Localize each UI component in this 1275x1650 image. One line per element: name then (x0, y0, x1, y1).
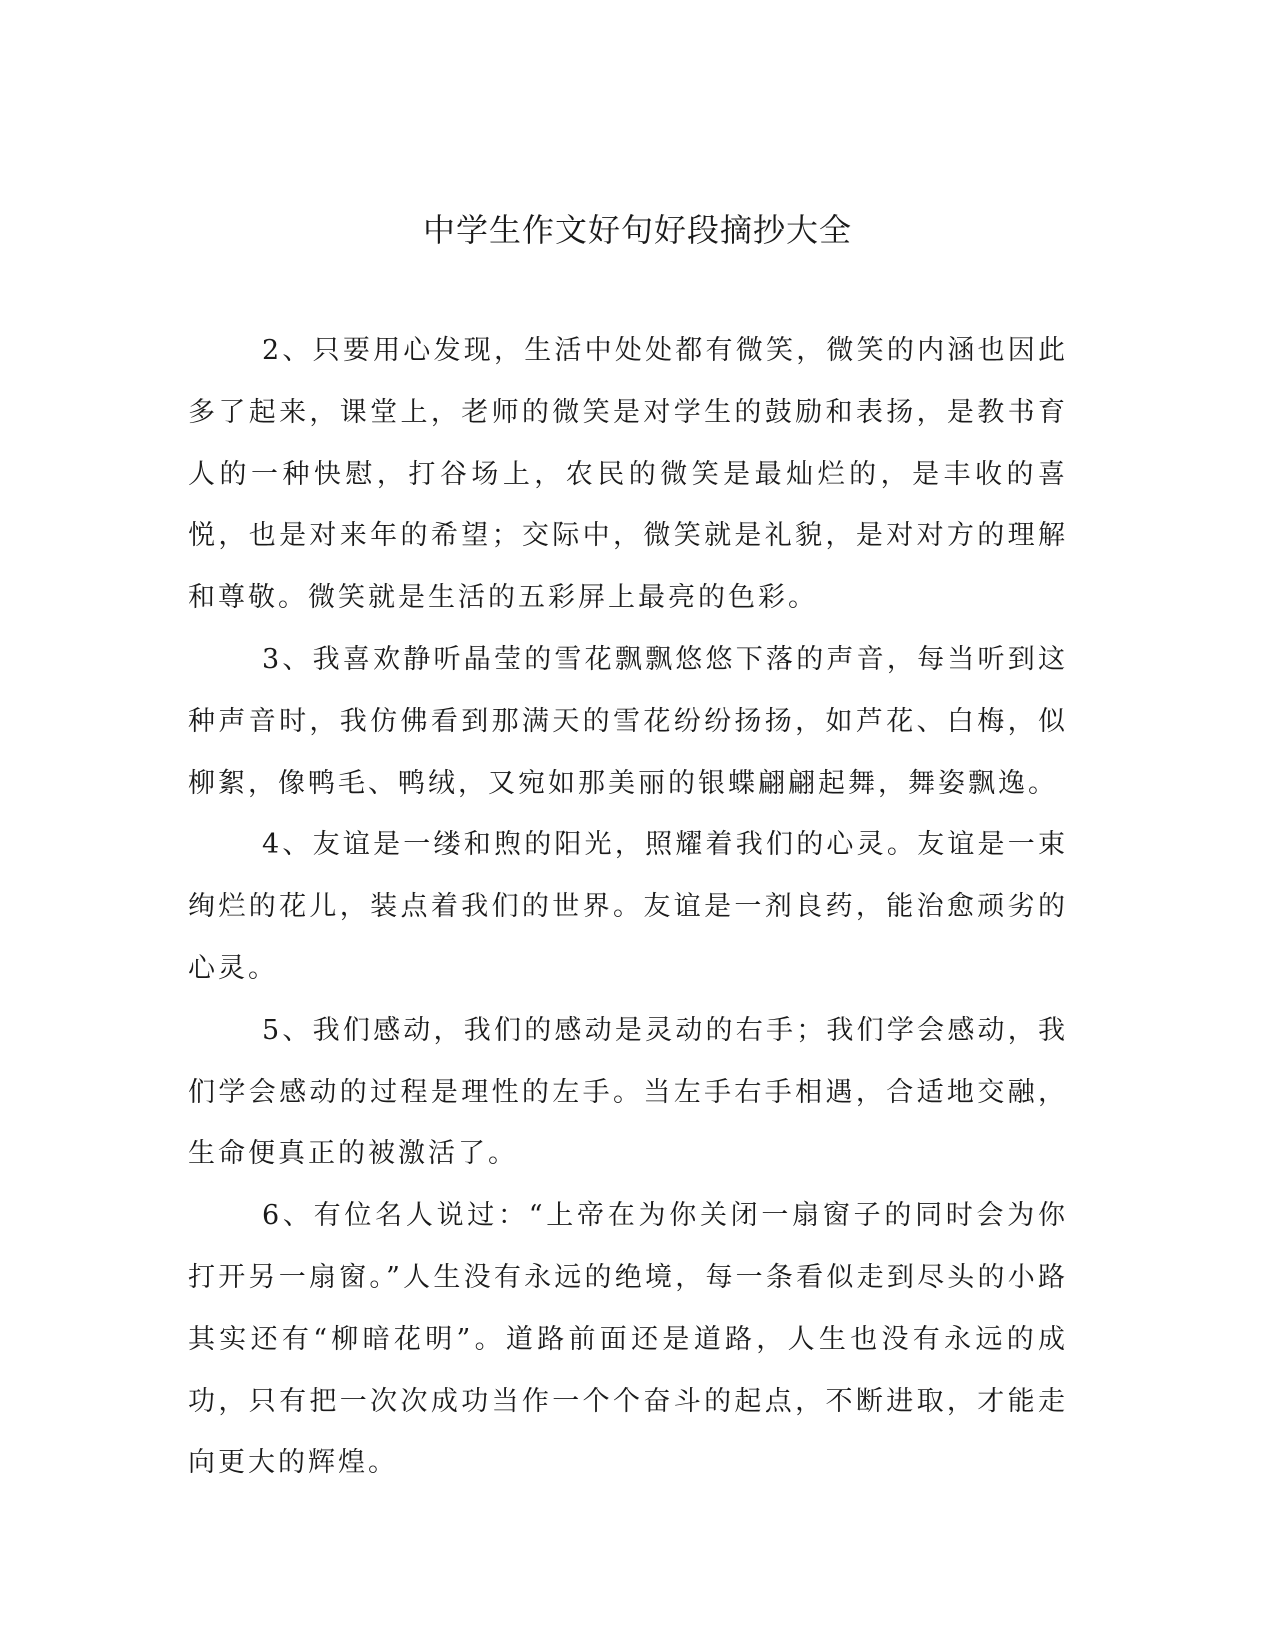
document-title: 中学生作文好句好段摘抄大全 (422, 211, 852, 249)
paragraph-3: 3、我喜欢静听晶莹的雪花飘飘悠悠下落的声音，每当听到这种声音时，我仿佛看到那满天的雪花纷纷扬扬，如芦花、白梅，似柳絮，像鸭毛、鸭绒，又宛如那美丽的银蝶翩翩起舞，舞姿飘逸。 (188, 643, 1068, 799)
document-body (188, 320, 1068, 1494)
paragraph-6: 6、有位名人说过：“上帝在为你关闭一扇窗子的同时会为你打开另一扇窗。”人生没有永远的绝境，每一条看似走到尽头的小路其实还有“柳暗花明”。道路前面还是道路，人生也没有永远的成功，只有把一次次成功当作一个个奋斗的起点，不断进取，才能走向更大的辉煌。 (188, 1200, 1068, 1479)
paragraph-5: 5、我们感动，我们的感动是灵动的右手；我们学会感动，我们学会感动的过程是理性的左手。当左手右手相遇，合适地交融，生命便真正的被激活了。 (188, 1014, 1068, 1170)
paragraph-4: 4、友谊是一缕和煦的阳光，照耀着我们的心灵。友谊是一束绚烂的花儿，装点着我们的世界。友谊是一剂良药，能治愈顽劣的心灵。 (188, 829, 1068, 984)
paragraph-2: 2、只要用心发现，生活中处处都有微笑，微笑的内涵也因此多了起来，课堂上，老师的微笑是对学生的鼓励和表扬，是教书育人的一种快慰，打谷场上，农民的微笑是最灿烂的，是丰收的喜悦，也是对来年的希望；交际中，微笑就是礼貌，是对对方的理解和尊敬。微笑就是生活的五彩屏上最亮的色彩。 (188, 335, 1068, 614)
